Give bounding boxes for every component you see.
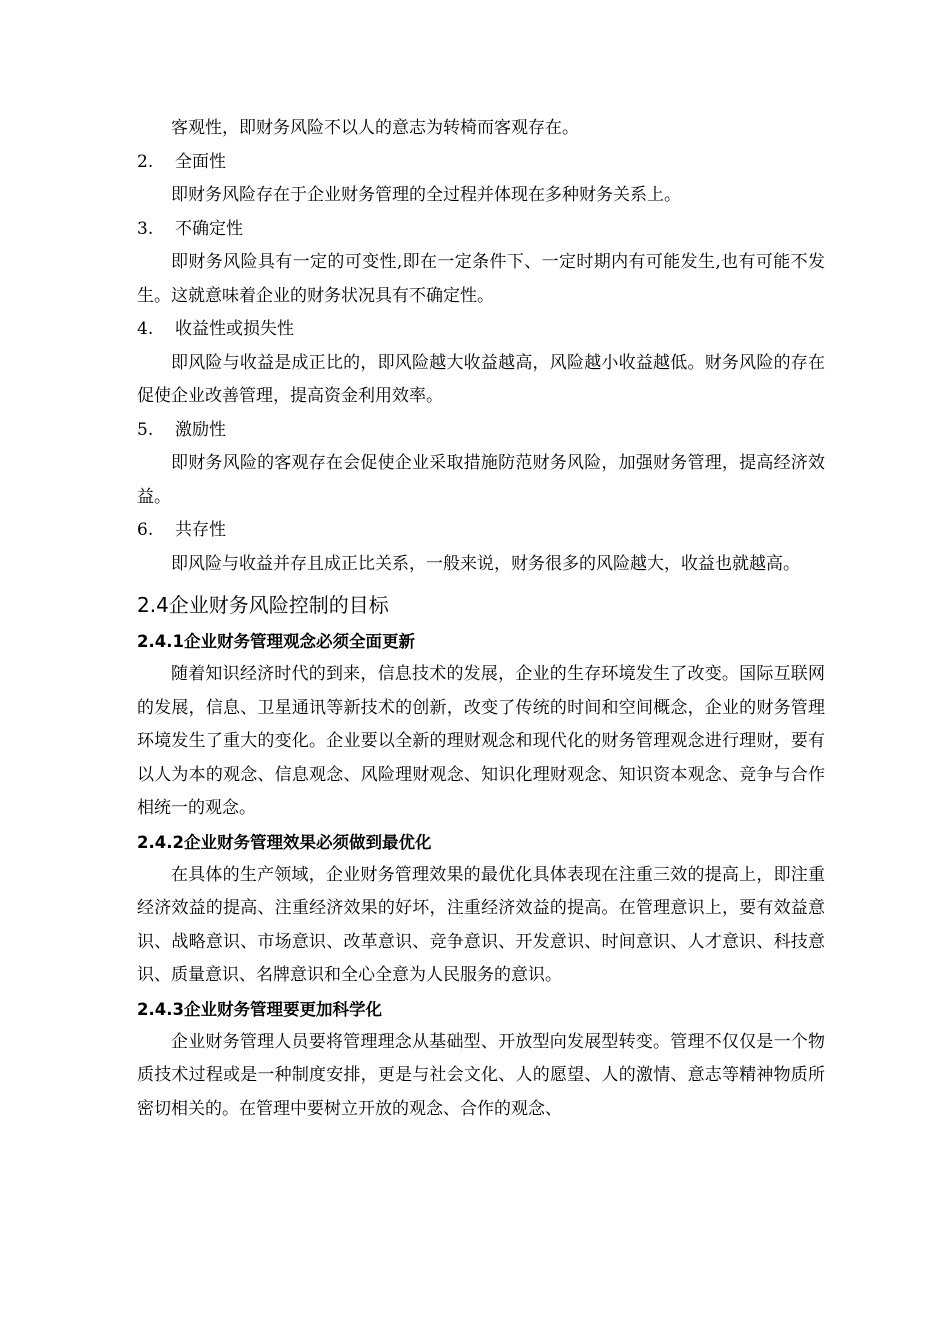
section-heading: 2.4企业财务风险控制的目标 bbox=[137, 593, 389, 617]
list-item-paragraph: 即风险与收益并存且成正比关系，一般来说，财务很多的风险越大，收益也就越高。 bbox=[171, 553, 800, 574]
list-number: 2. bbox=[137, 151, 154, 172]
list-title: 收益性或损失性 bbox=[175, 319, 294, 339]
intro-paragraph: 客观性，即财务风险不以人的意志为转椅而客观存在。 bbox=[171, 118, 579, 138]
list-item-3 bbox=[137, 213, 825, 247]
list-item-6 bbox=[137, 514, 825, 548]
list-number: 5. bbox=[137, 419, 154, 440]
list-item-paragraph: 即风险与收益是成正比的，即风险越大收益越高，风险越小收益越低。财务风险的存在促使企业改善管理，提高资金利用效率。 bbox=[137, 352, 825, 406]
list-title: 共存性 bbox=[175, 520, 226, 540]
list-item-paragraph: 即财务风险的客观存在会促使企业采取措施防范财务风险，加强财务管理，提高经济效益。 bbox=[137, 453, 825, 507]
list-item-4 bbox=[137, 313, 825, 347]
list-title: 不确定性 bbox=[175, 218, 243, 239]
list-number: 6. bbox=[137, 520, 154, 540]
list-item-paragraph: 即财务风险存在于企业财务管理的全过程并体现在多种财务关系上。 bbox=[171, 185, 681, 205]
subsection-paragraph: 企业财务管理人员要将管理理念从基础型、开放型向发展型转变。管理不仅仅是一个物质技术过程或是一种制度安排，更是与社会文化、人的愿望、人的激情、意志等精神物质所密切相关的。在管理中要树立开放的观念、合作的观念、 bbox=[137, 1031, 825, 1119]
page-content bbox=[137, 112, 825, 1126]
list-title: 激励性 bbox=[175, 419, 226, 440]
list-number: 4. bbox=[137, 319, 154, 339]
subsection-heading: 2.4.1企业财务管理观念必须全面更新 bbox=[137, 632, 415, 651]
list-item-2 bbox=[137, 146, 825, 180]
list-title: 全面性 bbox=[175, 151, 226, 172]
subsection-paragraph: 随着知识经济时代的到来，信息技术的发展，企业的生存环境发生了改变。国际互联网的发展，信息、卫星通讯等新技术的创新，改变了传统的时间和空间概念，企业的财务管理环境发生了重大的变化。企业要以全新的理财观念和现代化的财务管理观念进行理财，要有以人为本的观念、信息观念、风险理财观念、知识化理财观念、知识资本观念、竞争与合作相统一的观念。 bbox=[137, 664, 825, 818]
subsection-heading: 2.4.2企业财务管理效果必须做到最优化 bbox=[137, 832, 432, 852]
list-item-5 bbox=[137, 414, 825, 448]
subsection-paragraph: 在具体的生产领域，企业财务管理效果的最优化具体表现在注重三效的提高上，即注重经济效益的提高、注重经济效果的好坏，注重经济效益的提高。在管理意识上，要有效益意识、战略意识、市场意识、改革意识、竞争意识、开发意识、时间意识、人才意识、科技意识、质量意识、名牌意识和全心全意为人民服务的意识。 bbox=[137, 864, 825, 985]
subsection-heading: 2.4.3企业财务管理要更加科学化 bbox=[137, 999, 382, 1019]
list-number: 3. bbox=[137, 218, 154, 239]
list-item-paragraph: 即财务风险具有一定的可变性,即在一定条件下、一定时期内有可能发生,也有可能不发生。这就意味着企业的财务状况具有不确定性。 bbox=[137, 252, 825, 306]
